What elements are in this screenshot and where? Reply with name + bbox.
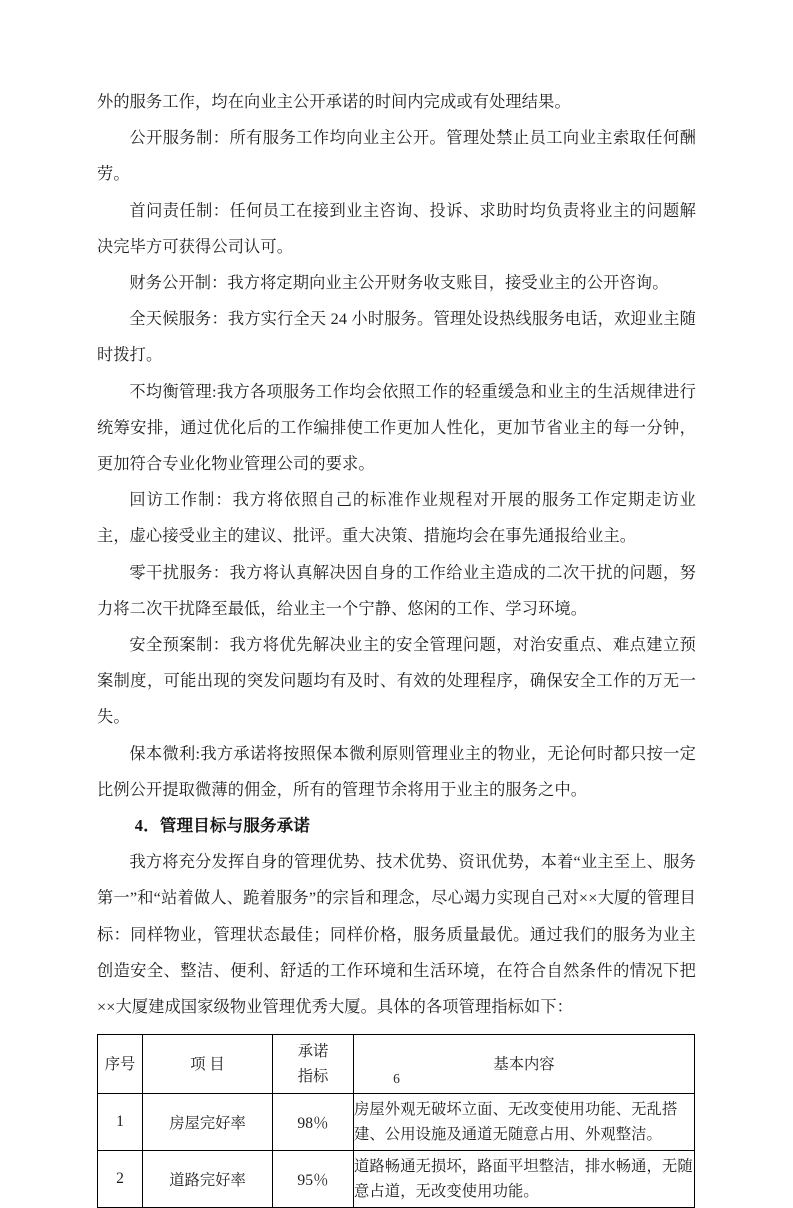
cell-target-1: 98％	[273, 1094, 354, 1151]
paragraph-unbalanced-management: 不均衡管理:我方各项服务工作均会依照工作的轻重缓急和业主的生活规律进行统筹安排，通过优化后的工作编排使工作更加人性化，更加节省业主的每一分钟，更加符合专业化物业管理公司的要求。	[97, 382, 696, 474]
paragraph-finance-disclosure: 财务公开制：我方将定期向业主公开财务收支账目，接受业主的公开咨询。	[129, 274, 669, 293]
paragraph-zero-disturbance: 零干扰服务：我方将认真解决因自身的工作给业主造成的二次干扰的问题，努力将二次干扰降至最低，给业主一个宁静、悠闲的工作、学习环境。	[97, 563, 696, 618]
indicators-table-wrapper	[97, 1034, 696, 1208]
paragraph-section-intro: 我方将充分发挥自身的管理优势、技术优势、资讯优势，本着“业主至上、服务第一”和“站着做人、跪着服务”的宗旨和理念，尽心竭力实现自己对××大厦的管理目标：同样物业，管理状态最佳；同样价格，服务质量最优。通过我们的服务为业主创造安全、整洁、便利、舒适的工作环境和生活环境，在符合自然条件的情况下把××大厦建成国家级物业管理优秀大厦。具体的各项管理指标如下：	[97, 853, 696, 1017]
paragraph-open-service: 公开服务制：所有服务工作均向业主公开。管理处禁止员工向业主索取任何酬劳。	[97, 129, 696, 184]
cell-seq-1: 1	[98, 1094, 143, 1151]
table-row	[98, 1094, 695, 1151]
cell-description-1: 房屋外观无破坏立面、无改变使用功能、无乱搭建、公用设施及通道无随意占用、外观整洁。	[354, 1094, 695, 1151]
column-header-target-line2: 指标	[297, 1068, 329, 1086]
cell-description-2: 道路畅通无损坏，路面平坦整洁，排水畅通，无随意占道，无改变使用功能。	[354, 1151, 695, 1208]
paragraph-revisit-system: 回访工作制：我方将依照自己的标准作业规程对开展的服务工作定期走访业主，虚心接受业主的建议、批评。重大决策、措施均会在事先通报给业主。	[97, 491, 696, 546]
section-heading-4: 4．管理目标与服务承诺	[134, 816, 311, 836]
cell-item-2: 道路完好率	[143, 1151, 273, 1208]
paragraph-all-weather-service: 全天候服务：我方实行全天 24 小时服务。管理处设热线服务电话，欢迎业主随时拨打。	[97, 310, 696, 365]
cell-target-2: 95％	[273, 1151, 354, 1208]
management-indicators-table	[97, 1034, 695, 1208]
cell-item-1: 房屋完好率	[143, 1094, 273, 1151]
table-row	[98, 1151, 695, 1208]
paragraph-first-inquiry: 首问责任制：任何员工在接到业主咨询、投诉、求助时均负责将业主的问题解决完毕方可获得公司认可。	[97, 201, 696, 256]
column-header-item: 项 目	[143, 1035, 273, 1094]
column-header-description: 基本内容	[354, 1035, 695, 1094]
column-header-seq: 序号	[98, 1035, 143, 1094]
paragraph-break-even: 保本微利:我方承诺将按照保本微利原则管理业主的物业，无论何时都只按一定比例公开提取微薄的佣金，所有的管理节余将用于业主的服务之中。	[97, 744, 696, 799]
paragraph-continuation: 外的服务工作，均在向业主公开承诺的时间内完成或有处理结果。	[97, 93, 571, 111]
page-number: 6	[393, 1071, 400, 1086]
column-header-target-line1: 承诺	[297, 1043, 329, 1061]
page-content	[97, 84, 696, 1208]
cell-seq-2: 2	[98, 1151, 143, 1208]
paragraph-safety-plan: 安全预案制：我方将优先解决业主的安全管理问题，对治安重点、难点建立预案制度，可能出现的突发问题均有及时、有效的处理程序，确保安全工作的万无一失。	[97, 636, 696, 727]
